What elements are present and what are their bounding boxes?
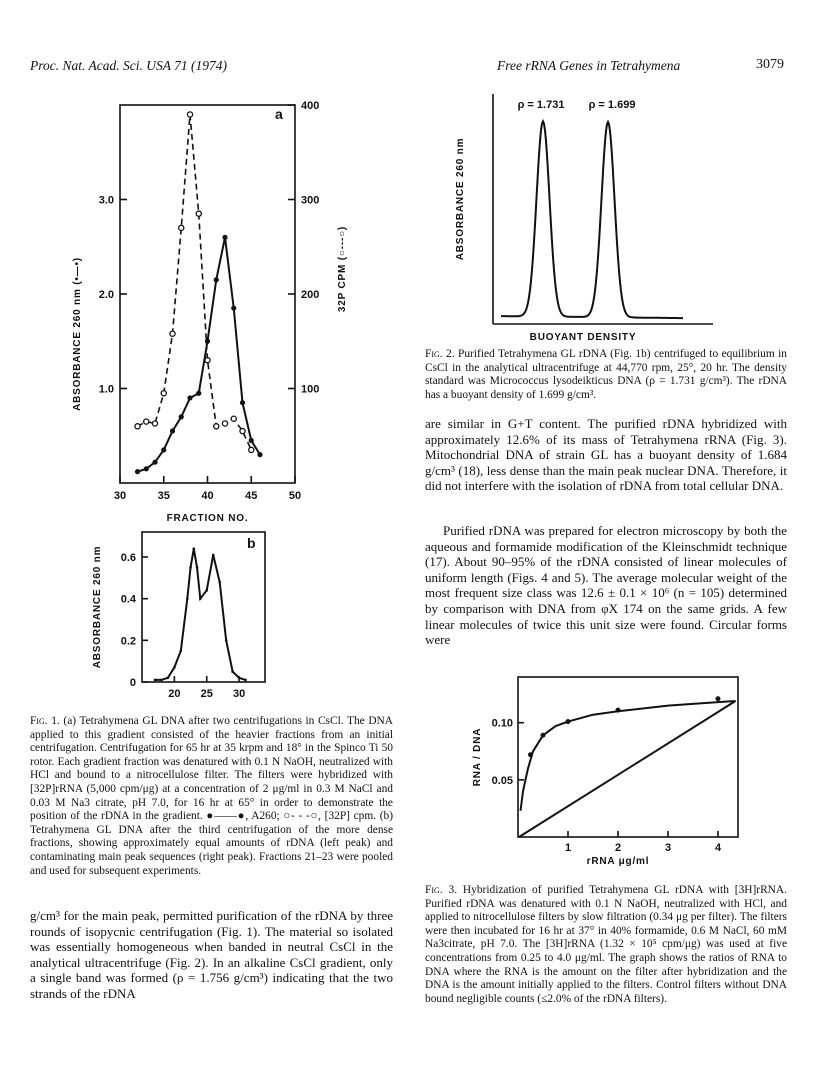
absorbance-trace xyxy=(501,121,683,318)
y-tick-label: 0.10 xyxy=(491,717,513,730)
a260-series-line xyxy=(138,237,261,471)
x-tick-label: 25 xyxy=(200,688,213,700)
cpm-point xyxy=(170,331,175,336)
a260-point xyxy=(225,639,228,642)
figure-2-caption xyxy=(425,348,787,402)
x-tick-label: 1 xyxy=(564,842,572,854)
x-tick-label: 50 xyxy=(288,490,302,502)
page-number: 3079 xyxy=(756,57,784,72)
cpm-point xyxy=(161,391,166,396)
cpm-point xyxy=(179,225,184,230)
a260-point xyxy=(196,566,199,569)
data-point xyxy=(528,752,533,757)
y-tick-label: 0.2 xyxy=(120,635,136,648)
y-tick-label: 0 xyxy=(129,677,136,689)
a260-point xyxy=(192,547,195,550)
a260-point xyxy=(160,679,163,682)
cpm-point xyxy=(214,424,219,429)
density-annotation-1: ρ = 1.731 xyxy=(517,99,565,111)
a260-point xyxy=(196,391,201,396)
cpm-point xyxy=(222,421,227,426)
a260-point xyxy=(199,597,202,600)
y-axis-label: ABSORBANCE 260 nm xyxy=(455,137,466,261)
y-left-tick-label: 1.0 xyxy=(98,383,114,396)
a260-point xyxy=(189,566,192,569)
panel-label-b: b xyxy=(247,535,256,551)
a260-point xyxy=(231,670,234,673)
cpm-series-line xyxy=(138,114,252,449)
x-tick-label: 2 xyxy=(614,842,622,854)
data-point xyxy=(716,696,721,701)
a260-point xyxy=(257,452,262,457)
x-tick-label: 20 xyxy=(168,688,181,700)
a260-point xyxy=(173,666,176,669)
cpm-point xyxy=(231,416,236,421)
data-point xyxy=(541,733,546,738)
a260-point xyxy=(214,277,219,282)
left-column-body-text: g/cm³ for the main peak, permitted purification of the rDNA by three rounds of isopycnic centrifugation (Fig. 1). The material so isolated was essentially homogeneous when banded in neutral CsCl in the analytical ultracentrifuge (Fig. 2). In an alkaline CsCl gradient, only a single band was formed (ρ = 1.756 g/cm³) indicating that the two strands of the rDNA xyxy=(30,908,393,1001)
figure-2-chart xyxy=(448,92,728,352)
y-tick-label: 0.6 xyxy=(120,552,136,564)
cpm-point xyxy=(135,424,140,429)
figure-3-label: Fig. 3. xyxy=(425,884,458,896)
cpm-point xyxy=(205,358,210,363)
plot-frame xyxy=(518,677,738,837)
a260-point xyxy=(218,581,221,584)
y-tick-label: 0.05 xyxy=(491,774,513,787)
cpm-point xyxy=(144,419,149,424)
data-point xyxy=(616,708,621,713)
data-point xyxy=(566,719,571,724)
plot-frame xyxy=(120,105,295,483)
y-right-tick-label: 400 xyxy=(301,100,320,112)
a260-point xyxy=(170,428,175,433)
cpm-point xyxy=(249,447,254,452)
a260-point xyxy=(249,438,254,443)
cpm-point xyxy=(152,421,157,426)
figure-3-caption xyxy=(425,884,787,1006)
fit-curve xyxy=(519,701,736,837)
x-axis-label: FRACTION NO. xyxy=(166,513,249,524)
figure-1-caption xyxy=(30,715,393,878)
figure-3-caption-text: Hybridization of purified Tetrahymena GL rDNA with [3H]rRNA. Purified rDNA was denatured with 0.1 N NaOH, neutralized with HCl, and applied to nitrocellulose filters by slow filtration (0.34 μg per filter). The filters were then incubated for 16 hr at 37° in 40% formamide, 0.6 M NaCl, 60 mM Na3citrate, pH 7.0. The [3H]rRNA (1.32 × 10⁵ cpm/μg) was used at five concentrations from 0.25 to 4.0 μg/ml. The graph shows the ratios of RNA to DNA where the RNA is the amount on the filter after hybridization and the DNA is the amount initially applied to the filters. Control filters without DNA bound negligible counts (≤2.0% of the rDNA filters). xyxy=(425,884,787,1005)
x-tick-label: 40 xyxy=(201,490,214,502)
x-tick-label: 30 xyxy=(232,688,246,700)
x-tick-label: 3 xyxy=(664,842,672,854)
figure-1a-chart xyxy=(60,85,348,535)
a260-point xyxy=(144,466,149,471)
y-right-tick-label: 200 xyxy=(301,289,320,301)
a260-point xyxy=(161,447,166,452)
figure-1-label: Fig. 1. xyxy=(30,715,60,727)
x-tick-label: 45 xyxy=(245,490,258,502)
x-tick-label: 35 xyxy=(157,490,170,502)
right-column-body-text-2: Purified rDNA was prepared for electron microscopy by both the aqueous and formamide modification of the Kleinschmidt technique (17). About 90–95% of the rDNA consisted of linear molecules of uniform length (Figs. 4 and 5). The average molecular weight of the most frequent size class was 12.6 ± 0.1 × 10⁶ (n = 105) determined by comparison with DNA from φX 174 on the same grids. A few linear molecules of twice this unit size were found. Circular forms were xyxy=(425,523,787,648)
a260-point xyxy=(187,395,192,400)
x-axis-label: BUOYANT DENSITY xyxy=(529,332,637,343)
a260-point xyxy=(238,677,241,680)
a260-point xyxy=(205,339,210,344)
cpm-point xyxy=(187,112,192,117)
figure-2-label: Fig. 2. xyxy=(425,348,455,360)
a260-point xyxy=(222,235,227,240)
cpm-point xyxy=(240,428,245,433)
x-tick-label: 4 xyxy=(714,842,722,854)
figure-1-caption-text: (a) Tetrahymena GL DNA after two centrifugations in CsCl. The DNA applied to this gradient consisted of the heavier fractions from an initial centrifugation. Centrifugation for 65 hr at 35 krpm and 18° in the Spinco Ti 50 rotor. Each gradient fraction was denatured with 0.1 N NaOH, neutralized with HCl and bound to a nitrocellulose filter. The filters were hybridized with [32P]rRNA (5,000 cpm/μg) at a concentration of 2 μg/ml in 0.3 M NaCl and 0.03 M Na3 citrate, pH 7.0, for 16 hr at 65° in order to demonstrate the position of the rDNA in the gradient. ●——●, A260; ○- - -○, [32P] cpm. (b) Tetrahymena GL DNA after the third centrifugation of the more dense fractions, showing approximately equal amounts of rDNA (left peak) and contaminating main peak sequences (right peak). Fractions 21–23 were pooled and used for subsequent experiments. xyxy=(30,715,393,877)
y-tick-label: 0.4 xyxy=(120,593,136,606)
figure-2-caption-text: Purified Tetrahymena GL rDNA (Fig. 1b) centrifuged to equilibrium in CsCl in the analytical ultracentrifuge at 44,770 rpm, 25°, 20 hr. The density standard was Micrococcus lysodeikticus DNA (ρ = 1.731 g/cm³). The rDNA has a buoyant density of 1.699 g/cm³. xyxy=(425,348,787,401)
a260-point xyxy=(154,679,157,682)
plot-frame xyxy=(142,532,265,682)
a260-point xyxy=(240,400,245,405)
a260-point xyxy=(205,589,208,592)
figure-3-chart xyxy=(460,665,750,865)
x-axis-label: rRNA μg/ml xyxy=(586,856,650,867)
y-axis-label: RNA / DNA xyxy=(472,727,483,787)
y-axis-label: ABSORBANCE 260 nm xyxy=(92,545,103,669)
a260-point xyxy=(180,649,183,652)
a260-series-line xyxy=(155,549,246,680)
y-axis-label-right: 32P CPM (○---○) xyxy=(337,225,348,313)
a260-point xyxy=(186,597,189,600)
panel-label-a: a xyxy=(275,106,283,122)
a260-point xyxy=(179,414,184,419)
journal-citation: Proc. Nat. Acad. Sci. USA 71 (1974) xyxy=(30,58,227,73)
density-annotation-2: ρ = 1.699 xyxy=(588,99,636,111)
a260-point xyxy=(167,677,170,680)
a260-point xyxy=(212,554,215,557)
a260-point xyxy=(231,306,236,311)
a260-point xyxy=(244,679,247,682)
right-column-body-text-1: are similar in G+T content. The purified rDNA hybridized with approximately 12.6% of its mass of Tetrahymena rRNA (Fig. 3). Mitochondrial DNA of strain GL has a buoyant density of 1.684 g/cm³ (18), less dense than the main peak nuclear DNA. Therefore, it did not interfere with the isolation of rDNA from total cellular DNA. xyxy=(425,416,787,494)
y-right-tick-label: 100 xyxy=(301,383,320,396)
y-right-tick-label: 300 xyxy=(301,194,320,207)
y-axis-label-left: ABSORBANCE 260 nm (•—•) xyxy=(72,257,83,411)
y-left-tick-label: 2.0 xyxy=(98,289,114,301)
a260-point xyxy=(135,469,140,474)
cpm-point xyxy=(196,211,201,216)
x-tick-label: 30 xyxy=(113,490,127,502)
running-title: Free rRNA Genes in Tetrahymena xyxy=(497,58,681,73)
figure-1b-chart xyxy=(60,520,260,700)
a260-point xyxy=(152,460,157,465)
y-left-tick-label: 3.0 xyxy=(98,194,114,207)
